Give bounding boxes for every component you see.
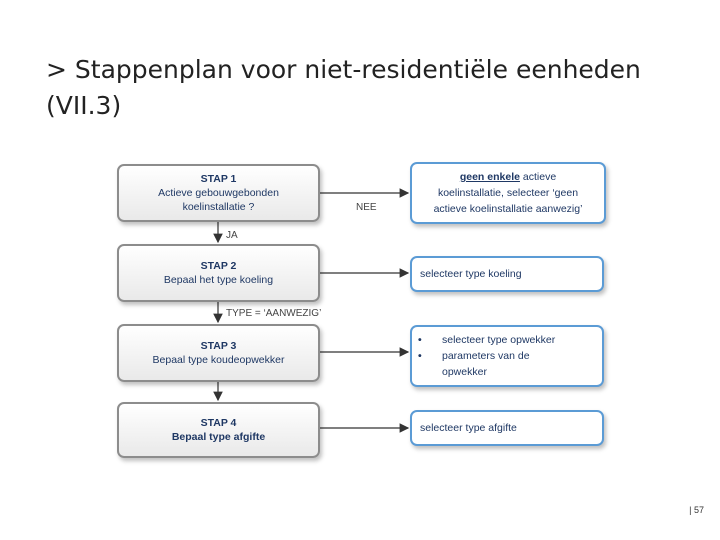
step4-label: STAP 4 — [200, 417, 237, 429]
page-title: > Stappenplan voor niet-residentiële eenheden (VII.3) — [46, 55, 641, 120]
step1-label: STAP 1 — [200, 173, 237, 185]
action3-bullet2: • parameters van de — [418, 350, 530, 362]
step1-line2: koelinstallatie ? — [182, 201, 255, 213]
step3-box — [117, 324, 320, 382]
action1-box — [410, 162, 606, 224]
action3-bullet1-text: selecteer type opwekker — [442, 334, 556, 346]
step2-label: STAP 2 — [200, 260, 237, 272]
action1-line2: koelinstallatie, selecteer ‘geen — [437, 187, 579, 199]
action3-box — [410, 325, 604, 387]
step1-line1: Actieve gebouwgebonden — [158, 187, 279, 199]
action1-rest: actieve — [519, 171, 557, 183]
action4-box — [410, 410, 604, 446]
step4-line1: Bepaal type afgifte — [171, 431, 266, 443]
step3-label: STAP 3 — [200, 340, 237, 352]
action2-box — [410, 256, 604, 292]
action1-line3: actieve koelinstallatie aanwezig’ — [433, 203, 583, 215]
action1-underlined: geen enkele — [459, 171, 520, 183]
step4-box — [117, 402, 320, 458]
step3-line1: Bepaal type koudeopwekker — [152, 354, 285, 366]
step1-box — [117, 164, 320, 222]
step2-box — [117, 244, 320, 302]
action3-bullet2-text: parameters van de — [442, 350, 530, 362]
step2-line1: Bepaal het type koeling — [163, 274, 274, 286]
action3-continuation: opwekker — [442, 366, 487, 378]
label-ja: JA — [226, 230, 238, 241]
label-nee: NEE — [356, 202, 377, 213]
action2-text: selecteer type koeling — [420, 268, 522, 280]
action3-bullet1: • selecteer type opwekker — [418, 334, 556, 346]
action4-text: selecteer type afgifte — [420, 422, 517, 434]
page-number: | 57 — [689, 505, 704, 515]
label-type-aanwezig: TYPE = ‘AANWEZIG’ — [226, 308, 322, 319]
